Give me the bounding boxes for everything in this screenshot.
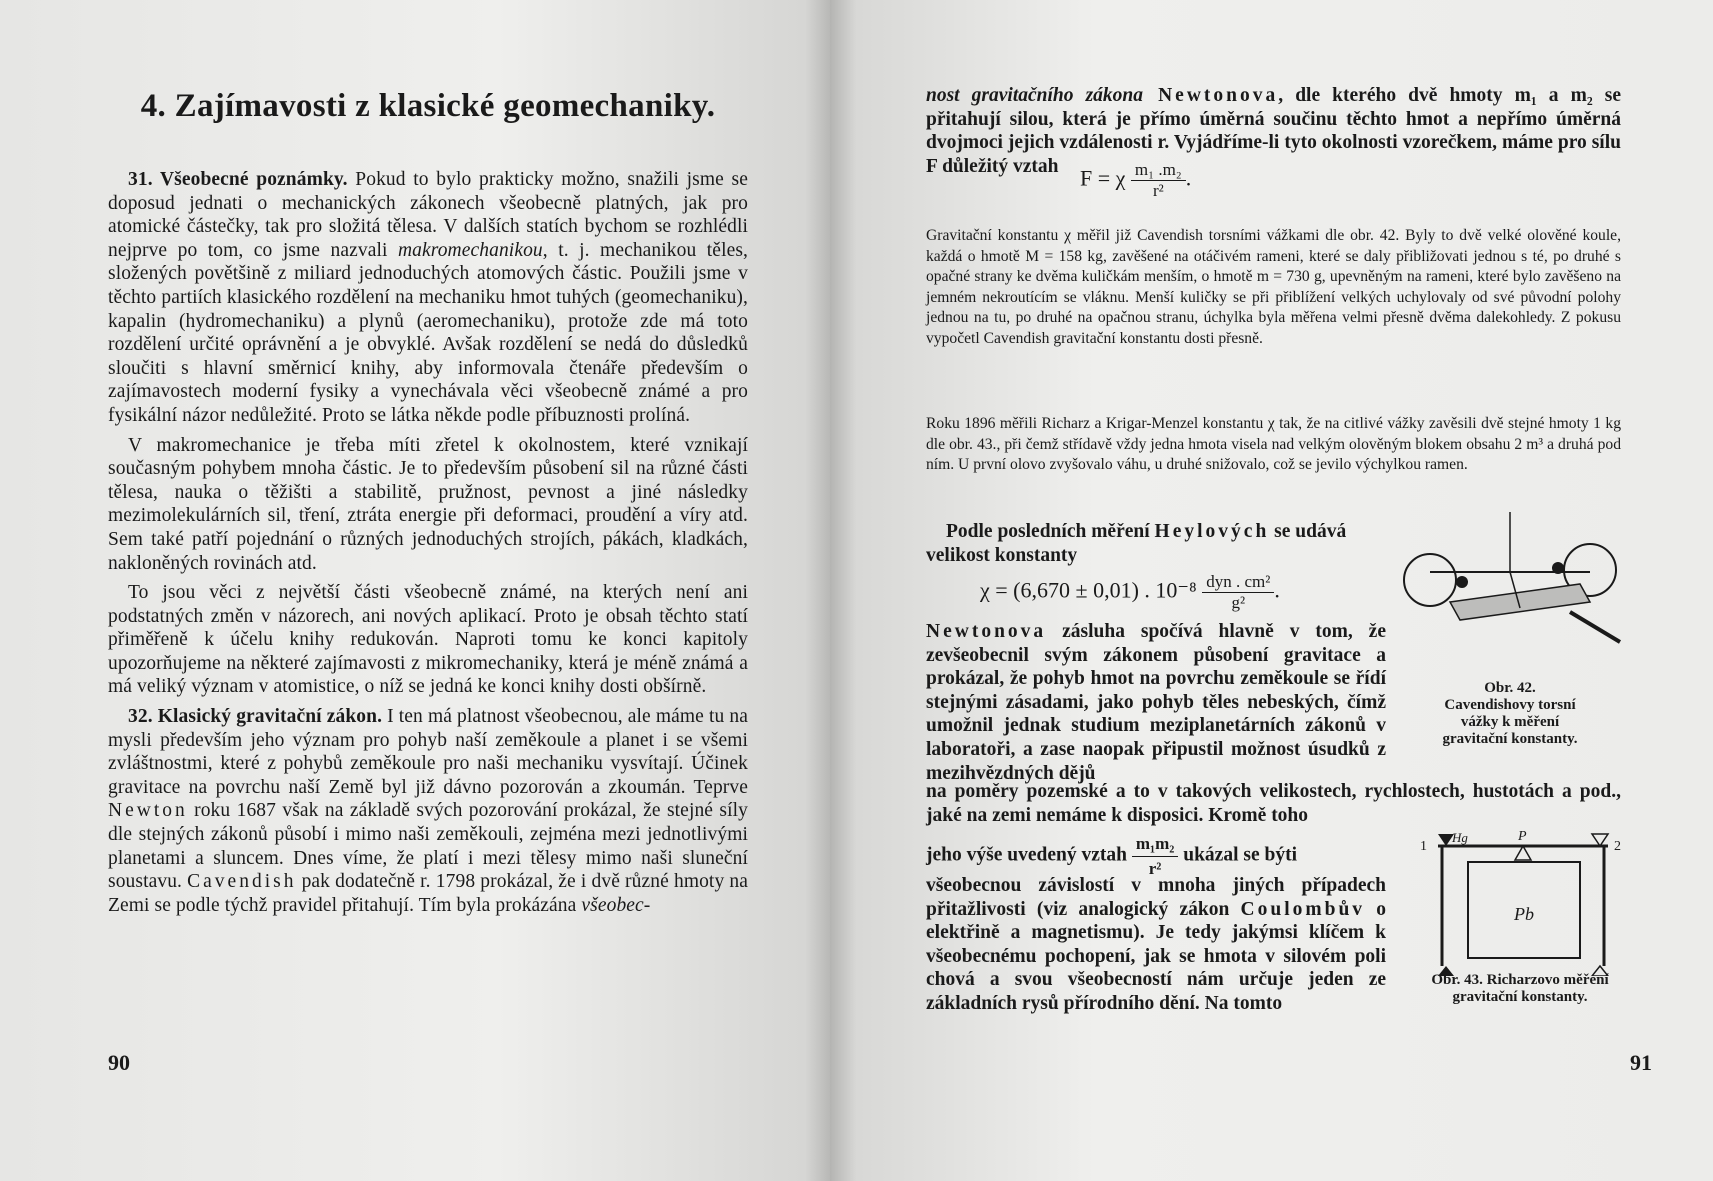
richarz-balance-figure bbox=[1418, 826, 1628, 976]
small-print-cavendish: Gravitační konstantu χ měřil již Cavendish torsními vážkami dle obr. 42. Byly to dvě velké olověné koule, každá o hmotě M = 158 kg, zavěšené na otáčivém rameni, které se daly přibližovati jednou s té, po druhé s opačné strany ke dvěma kuličkám menším, o hmotě m = 730 g, upevněným na rameni, které bylo zavěšeno na jemném nekroutícím se vláknu. Menší kuličky se při přiblížení velkých uchylovaly od své původní polohy jednou na tu, po druhé na opačnou stranu, úchylka byla měřena velmi přesně dvěma dalekohledy. Z pokusu vypočetl Cavendish gravitační konstantu dosti přesně. bbox=[926, 227, 1621, 347]
text-run: všeobecnou závislostí v mnoha jiných případech přitažlivosti (viz analogický zákon bbox=[926, 875, 1386, 920]
text-run: , dle kterého dvě hmoty m₁ a m₂ se přitahují silou, která je přímo úměrná součinu těchto hmot a nepřímo úměrná dvojmoci jejich vzdálenosti r. Vyjádříme-li tyto okolnosti vzorečkem, máme pro sílu F důležitý vztah bbox=[926, 85, 1621, 177]
torsion-balance-figure bbox=[1390, 512, 1630, 652]
formula-gravitation bbox=[1080, 160, 1191, 201]
text-run: roku 1687 však na základě svých pozorování prokázal, že stejné síly dle stejných zákonů působí i mimo naši zeměkouli, zejména mezi jednotlivými planetami a sluncem. Dnes víme, že platí i mezi tělesy mimo naši sluneční soustavu. bbox=[108, 800, 748, 893]
fig43-pb-label: Pb bbox=[1514, 904, 1534, 924]
formula-fraction bbox=[1202, 572, 1274, 613]
page-number-right: 91 bbox=[1630, 1050, 1652, 1075]
heyl-paragraph bbox=[926, 520, 1386, 567]
text-run: Pokud to bylo prakticky možno, snažili jsme se doposud jednati o mechanických zákonech všeobecně platných, jak pro atomické částečky, tak pro složitá tělesa. V dalších statích bychom se rozhlédli nejprve po tom, co jsme nazvali bbox=[108, 169, 748, 261]
right-top-paragraph bbox=[926, 84, 1621, 178]
fraction-numerator: dyn . cm² bbox=[1202, 572, 1274, 593]
page-number-left: 90 bbox=[108, 1050, 130, 1075]
formula-lhs: F = χ bbox=[1080, 165, 1126, 191]
fraction-denominator: r² bbox=[1148, 858, 1162, 878]
lower-paragraph bbox=[926, 874, 1386, 1016]
paragraph-31-3: To jsou věci z největší části všeobecně známé, na kterých není ani podstatných změn v názorech, ani nových aplikací. Proto je obsah těchto statí přiměřeně k účelu knihy redukován. Naproti tomu ke konci kapitoly upozorňujeme na některé zajímavosti z mikromechaniky, která je méně známá a má veliký význam v atomistice, o níž se jedná ke konci knihy dosti obšírně. bbox=[108, 582, 748, 698]
fig43-2-label: 2 bbox=[1614, 839, 1621, 854]
fig43-p-label: P bbox=[1518, 829, 1527, 844]
text-run: o elektřině a magnetismu). Je tedy jakýmsi klíčem k všeobecnému pochopení, jak se hmota v silovém poli chová a svou všeobecností nám určuje jeden ze základních rysů přírodního dění. Na tomto bbox=[926, 898, 1387, 1014]
text-run: ukázal se býti bbox=[1178, 844, 1297, 866]
newton-paragraph bbox=[926, 620, 1386, 785]
formula-constant bbox=[980, 572, 1280, 613]
text-run: se udává velikost konstanty bbox=[926, 521, 1347, 566]
name-newtona: Newtonova bbox=[1143, 85, 1279, 106]
figure-43-caption: Obr. 43. Richarzovo měření gravitační konstanty. bbox=[1431, 972, 1609, 1005]
text-run: Podle posledních měření bbox=[946, 521, 1155, 542]
text-run: , t. j. mechanikou těles, složených povětšině z miliard jednoduchých atomových částic. Použili jsme v těchto partiích klasického rozdělení na mechaniku hmot tuhých (geomechaniku), kapalin (hydromechaniku) a plynů (aeromechaniku), protože zde má toto rozdělení určité oprávnění a je obvyklé. Avšak rozdělení se nedá do důsledků sloučiti s hlavní směrnicí knihy, aby informovala čtenáře především o zajímavostech moderní fysiky a vynechávala věci všeobecně známé a pro fysikální názor nedůležité. Proto se látka někde podle příbuznosti prolíná. bbox=[108, 239, 749, 426]
formula-end: . bbox=[1274, 577, 1280, 603]
formula-fraction bbox=[1132, 832, 1179, 880]
paragraph-31-2: V makromechanice je třeba míti zřetel k okolnostem, které vznikají současným pohybem mnoha částic. Je to především působení sil na různé části tělesa, nauka o těžišti a stabilitě, pružnost, pevnost a jiné následky mezimolekulárních sil, tření, ztráta energie při deformaci, proudění a víry atd. Sem také patří pojednání o různých jednoduchých strojích, pákách, kladkách, nakloněných rovinách atd. bbox=[108, 434, 748, 574]
text-run: zásluha spočívá hlavně v tom, že zevšeobecnil svým zákonem působení gravitace a prokázal, že pohyb hmot na povrchu zeměkoule se řídí stejnými zásadami, jako pohyb těles nebeských, čímž umožnil jednak studium meziplanetárních zákonů v laboratoři, a zase naopak připustil možnost úsudků z mezihvězdných dějů bbox=[926, 621, 1386, 784]
name-cavendish: Cavendish bbox=[187, 871, 297, 893]
fraction-denominator: g² bbox=[1231, 593, 1246, 612]
left-page bbox=[0, 0, 830, 1181]
name-newton: Newton bbox=[108, 800, 188, 822]
chapter-title: 4. Zajímavosti z klasické geomechaniky. bbox=[140, 88, 716, 124]
fraction-denominator: r² bbox=[1152, 181, 1164, 200]
fig43-1-label: 1 bbox=[1420, 839, 1427, 854]
name-heyl: Heylových bbox=[1154, 521, 1270, 542]
formula-lhs: χ = (6,670 ± 0,01) . 10⁻⁸ bbox=[980, 577, 1197, 603]
formula-fraction bbox=[1131, 160, 1186, 201]
paragraph-32-1 bbox=[108, 705, 748, 917]
fraction-numerator: m₁m₂ bbox=[1132, 832, 1179, 857]
left-text-block bbox=[108, 168, 748, 917]
continuation-line: na poměry pozemské a to v takových velikostech, rychlostech, hustotách a pod., jaké na zemi nemáme k disposici. Kromě toho bbox=[926, 781, 1621, 826]
name-coulomb: Coulombův bbox=[1240, 898, 1366, 920]
figure-42-caption: Obr. 42. Cavendishovy torsní vážky k měření gravitační konstanty. bbox=[1442, 680, 1578, 747]
text-italic: všeobec- bbox=[581, 894, 651, 916]
formula-end: . bbox=[1185, 165, 1192, 191]
section-32-heading: 32. Klasický gravitační zákon. bbox=[128, 706, 383, 728]
relation-line bbox=[926, 832, 1346, 880]
fraction-numerator: m₁ .m₂ bbox=[1131, 160, 1186, 181]
text-run: pak dodatečně r. 1798 prokázal, že i dvě různé hmoty na Zemi se podle týchž pravidel přitahují. Tím byla prokázána bbox=[108, 871, 749, 916]
text-run: I ten má platnost všeobecnou, ale máme tu na mysli především jeho význam pro pohyb naší zeměkoule a planet i se všemi zvláštnostmi, které z pohybů zeměkoule pro naši mechaniku vysvítají. Účinek gravitace na povrchu naší Země byl již dávno pozorován a zkoumán. Teprve bbox=[108, 706, 748, 798]
paragraph-31-1 bbox=[108, 168, 748, 428]
text-italic: nost gravitačního zákona bbox=[926, 85, 1144, 106]
right-page bbox=[830, 0, 1713, 1181]
text-italic: makromechanikou bbox=[397, 239, 543, 261]
name-newtonova: Newtonova bbox=[926, 621, 1047, 642]
text-run: jeho výše uvedený vztah bbox=[926, 844, 1127, 866]
section-31-heading: 31. Všeobecné poznámky. bbox=[128, 169, 348, 190]
small-print-richarz: Roku 1896 měřili Richarz a Krigar-Menzel konstantu χ tak, že na citlivé vážky zavěsili dvě stejné hmoty 1 kg dle obr. 43., při čemž střídavě vždy jedna hmota visela nad velkým olověným blokem obsahu 2 m³ a druhá pod ním. U první olovo zvyšovalo váhu, u druhé snižovalo, což se jevilo výchylkou ramen. bbox=[926, 415, 1621, 474]
fig43-hg-label: Hg bbox=[1452, 830, 1468, 845]
